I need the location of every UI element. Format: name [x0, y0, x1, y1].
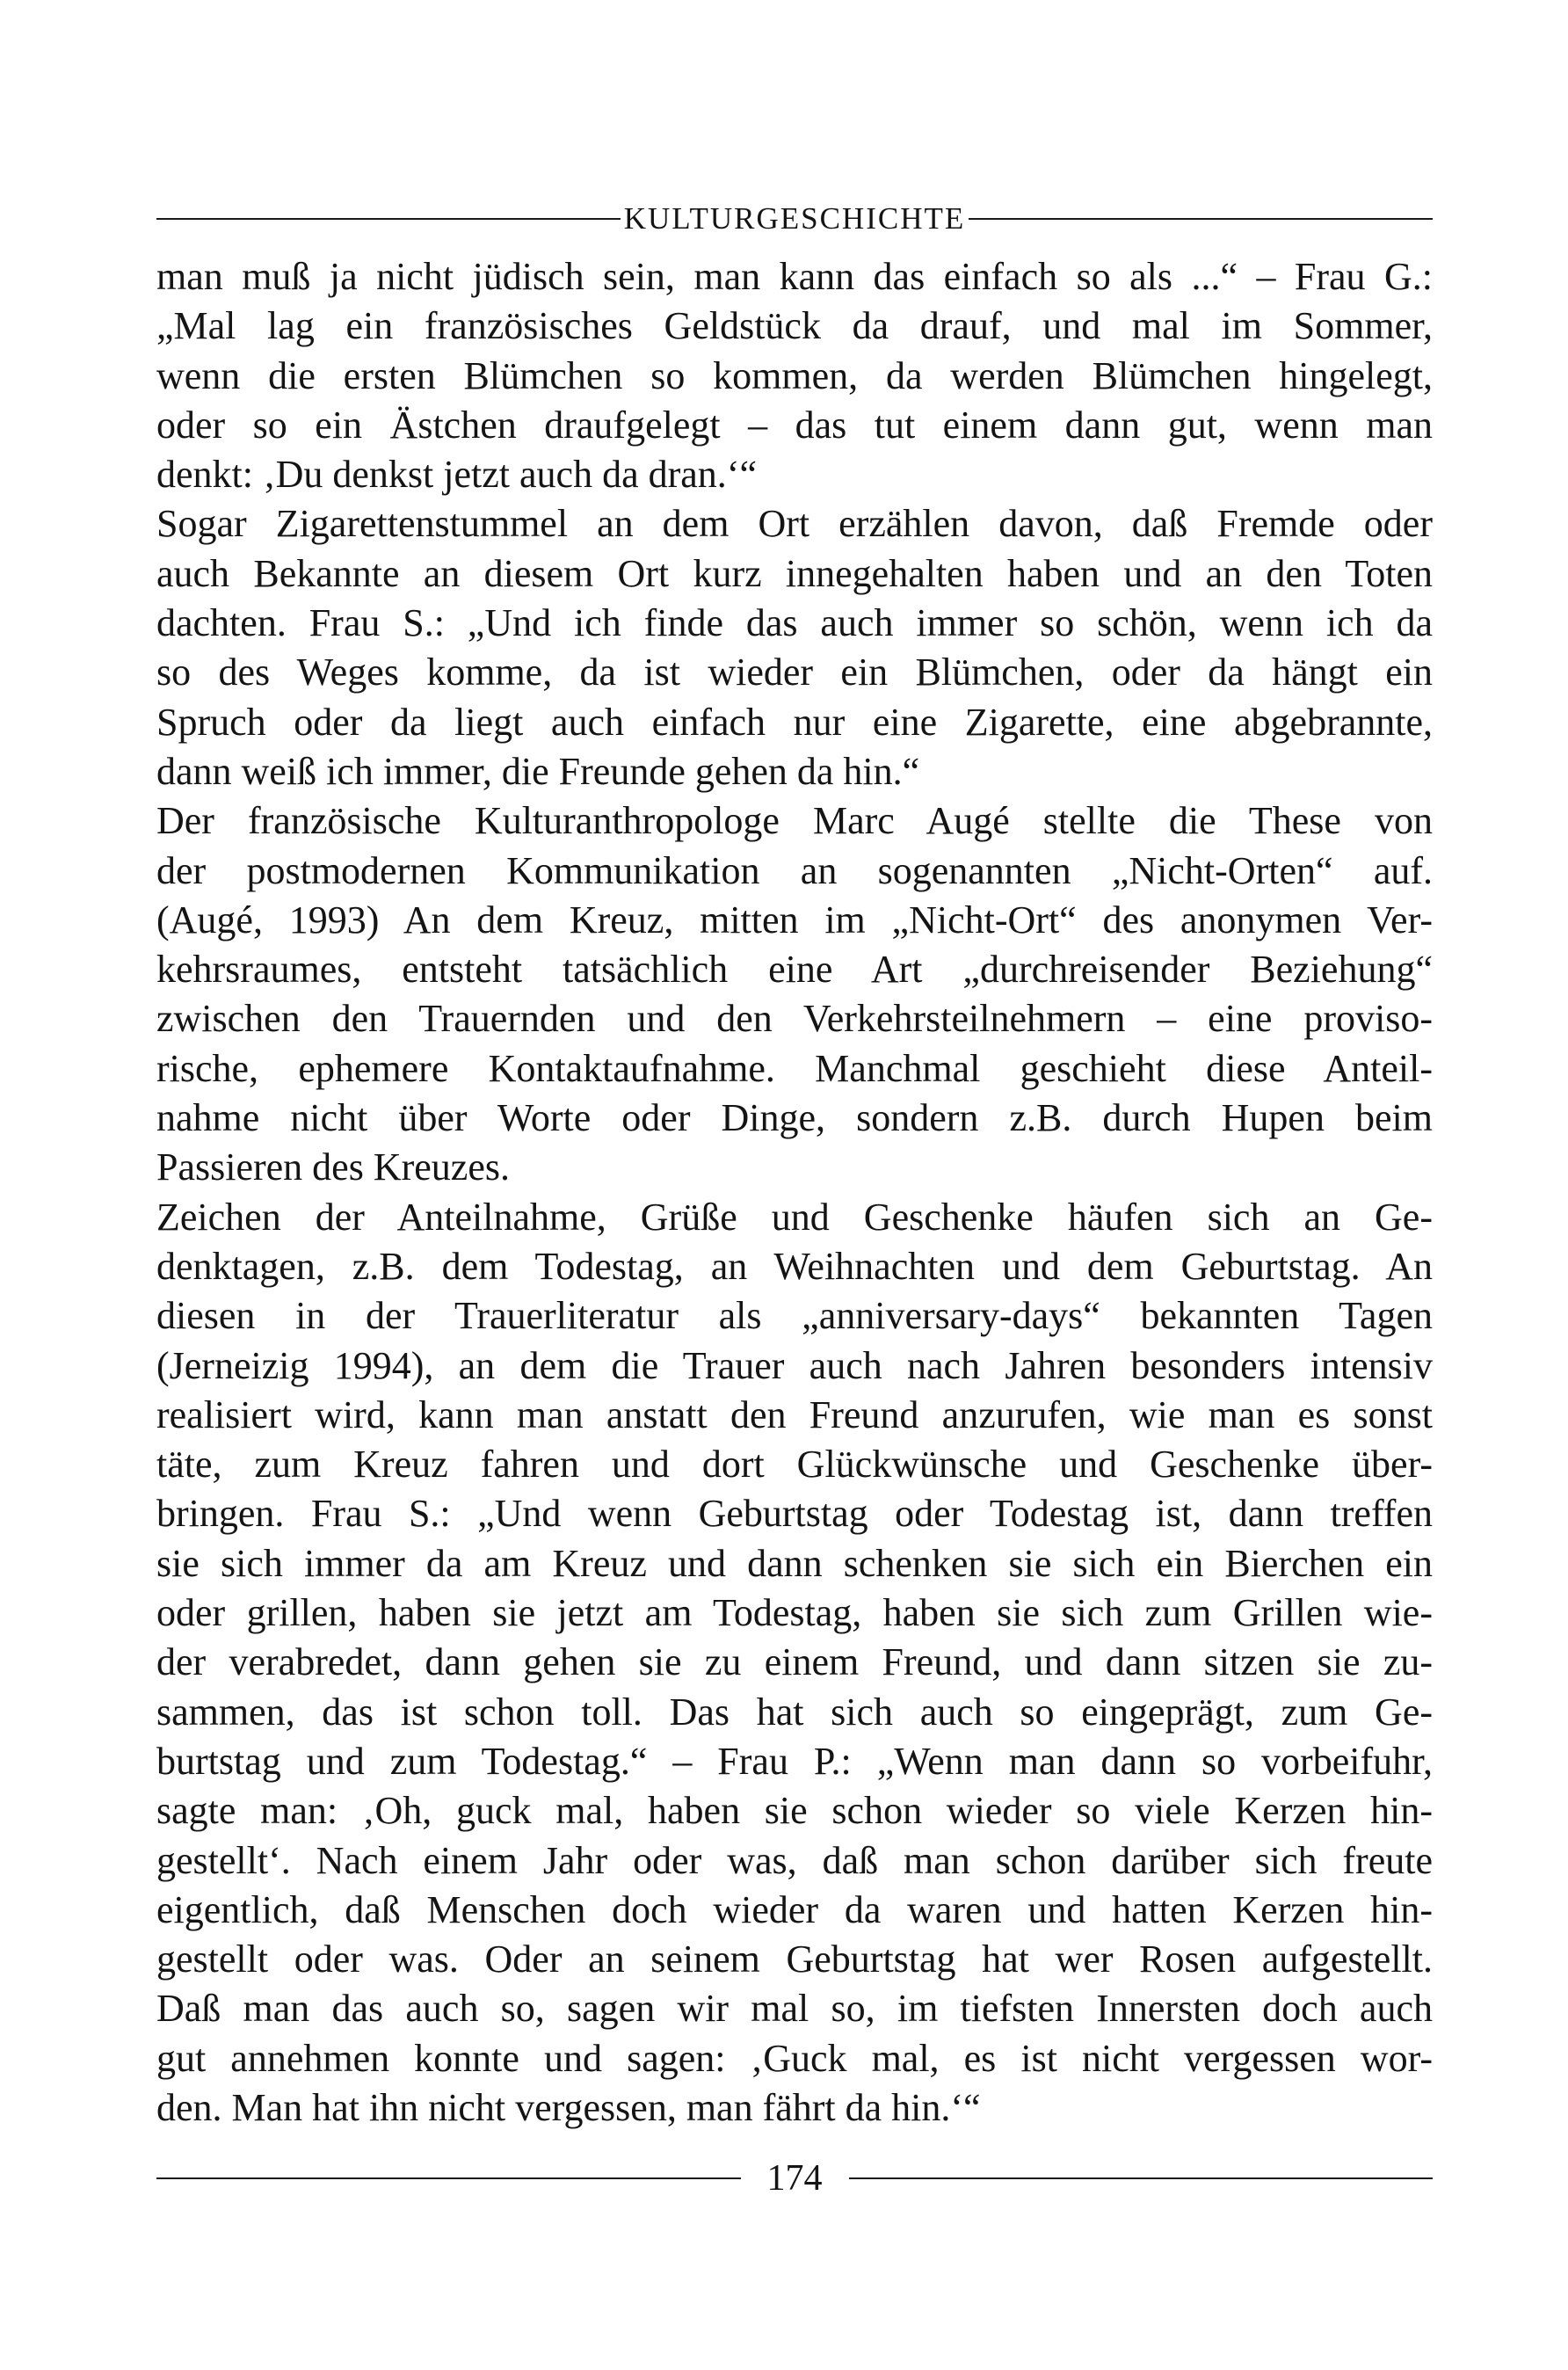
text-line: gestellt oder was. Oder an seinem Geburtstag hat wer Rosen aufgestellt.	[156, 1937, 1433, 1981]
running-head-title: KULTURGESCHICHTE	[623, 201, 966, 236]
text-line: nahme nicht über Worte oder Dinge, sondern z.B. durch Hupen beim	[156, 1096, 1433, 1140]
text-line: diesen in der Trauerliteratur als „anniversary-days“ bekannten Tagen	[156, 1294, 1433, 1338]
text-line: Passieren des Kreuzes.	[156, 1145, 510, 1189]
text-line: sammen, das ist schon toll. Das hat sich auch so eingeprägt, zum Ge-	[156, 1690, 1433, 1734]
text-line: den. Man hat ihn nicht vergessen, man fährt da hin.‘“	[156, 2085, 981, 2129]
text-line: dachten. Frau S.: „Und ich finde das auch immer so schön, wenn ich da	[156, 601, 1433, 645]
text-line: sie sich immer da am Kreuz und dann schenken sie sich ein Bierchen ein	[156, 1541, 1433, 1585]
text-line: (Augé, 1993) An dem Kreuz, mitten im „Nicht-Ort“ des anonymen Ver-	[156, 898, 1433, 941]
text-line: der postmodernen Kommunikation an sogenannten „Nicht-Orten“ auf.	[156, 848, 1433, 892]
text-line: bringen. Frau S.: „Und wenn Geburtstag oder Todestag ist, dann treffen	[156, 1492, 1433, 1536]
text-line: zwischen den Trauernden und den Verkehrsteilnehmern – eine proviso-	[156, 997, 1433, 1041]
text-line: auch Bekannte an diesem Ort kurz innegehalten haben und an den Toten	[156, 551, 1433, 595]
running-head-rule-right	[969, 218, 1433, 220]
text-line: Zeichen der Anteilnahme, Grüße und Geschenke häufen sich an Ge-	[156, 1195, 1433, 1239]
text-line: oder so ein Ästchen draufgelegt – das tut einem dann gut, wenn man	[156, 403, 1433, 447]
text-line: realisiert wird, kann man anstatt den Freund anzurufen, wie man es sonst	[156, 1392, 1433, 1436]
text-line: Sogar Zigarettenstummel an dem Ort erzählen davon, daß Fremde oder	[156, 502, 1433, 546]
text-line: sagte man: ‚Oh, guck mal, haben sie schon wieder so viele Kerzen hin-	[156, 1789, 1433, 1833]
text-line: dann weiß ich immer, die Freunde gehen da hin.“	[156, 749, 920, 793]
text-line: rische, ephemere Kontaktaufnahme. Manchmal geschieht diese Anteil-	[156, 1046, 1433, 1090]
footer-rule-left	[156, 2177, 741, 2179]
running-head-rule-left	[156, 218, 621, 220]
text-line: denkt: ‚Du denkst jetzt auch da dran.‘“	[156, 453, 757, 497]
text-line: oder grillen, haben sie jetzt am Todestag, haben sie sich zum Grillen wie-	[156, 1591, 1433, 1635]
text-line: wenn die ersten Blümchen so kommen, da werden Blümchen hingelegt,	[156, 353, 1433, 397]
text-line: Spruch oder da liegt auch einfach nur eine Zigarette, eine abgebrannte,	[156, 700, 1433, 744]
text-line: „Mal lag ein französisches Geldstück da drauf, und mal im Sommer,	[156, 304, 1433, 348]
running-head	[156, 201, 1433, 236]
text-line: gestellt‘. Nach einem Jahr oder was, daß man schon darüber sich freute	[156, 1838, 1433, 1882]
text-line: man muß ja nicht jüdisch sein, man kann das einfach so als ...“ – Frau G.:	[156, 255, 1433, 298]
text-line: kehrsraumes, entsteht tatsächlich eine Art „durchreisender Beziehung“	[156, 948, 1433, 992]
text-line: so des Weges komme, da ist wieder ein Blümchen, oder da hängt ein	[156, 651, 1433, 694]
text-line: Daß man das auch so, sagen wir mal so, im tiefsten Innersten doch auch	[156, 1987, 1433, 2031]
text-line: gut annehmen konnte und sagen: ‚Guck mal, es ist nicht vergessen wor-	[156, 2036, 1433, 2080]
footer-rule-right	[849, 2177, 1434, 2179]
text-line: burtstag und zum Todestag.“ – Frau P.: „Wenn man dann so vorbeifuhr,	[156, 1739, 1433, 1783]
body-text	[156, 252, 1433, 2133]
text-line: denktagen, z.B. dem Todestag, an Weihnachten und dem Geburtstag. An	[156, 1244, 1433, 1288]
text-line: Der französische Kulturanthropologe Marc Augé stellte die These von	[156, 799, 1433, 843]
text-line: der verabredet, dann gehen sie zu einem Freund, und dann sitzen sie zu-	[156, 1640, 1433, 1684]
text-line: eigentlich, daß Menschen doch wieder da waren und hatten Kerzen hin-	[156, 1887, 1433, 1931]
page-footer	[156, 2156, 1433, 2201]
page-number: 174	[766, 2158, 823, 2199]
text-line: täte, zum Kreuz fahren und dort Glückwünsche und Geschenke über-	[156, 1443, 1433, 1487]
text-line: (Jerneizig 1994), an dem die Trauer auch nach Jahren besonders intensiv	[156, 1343, 1433, 1387]
